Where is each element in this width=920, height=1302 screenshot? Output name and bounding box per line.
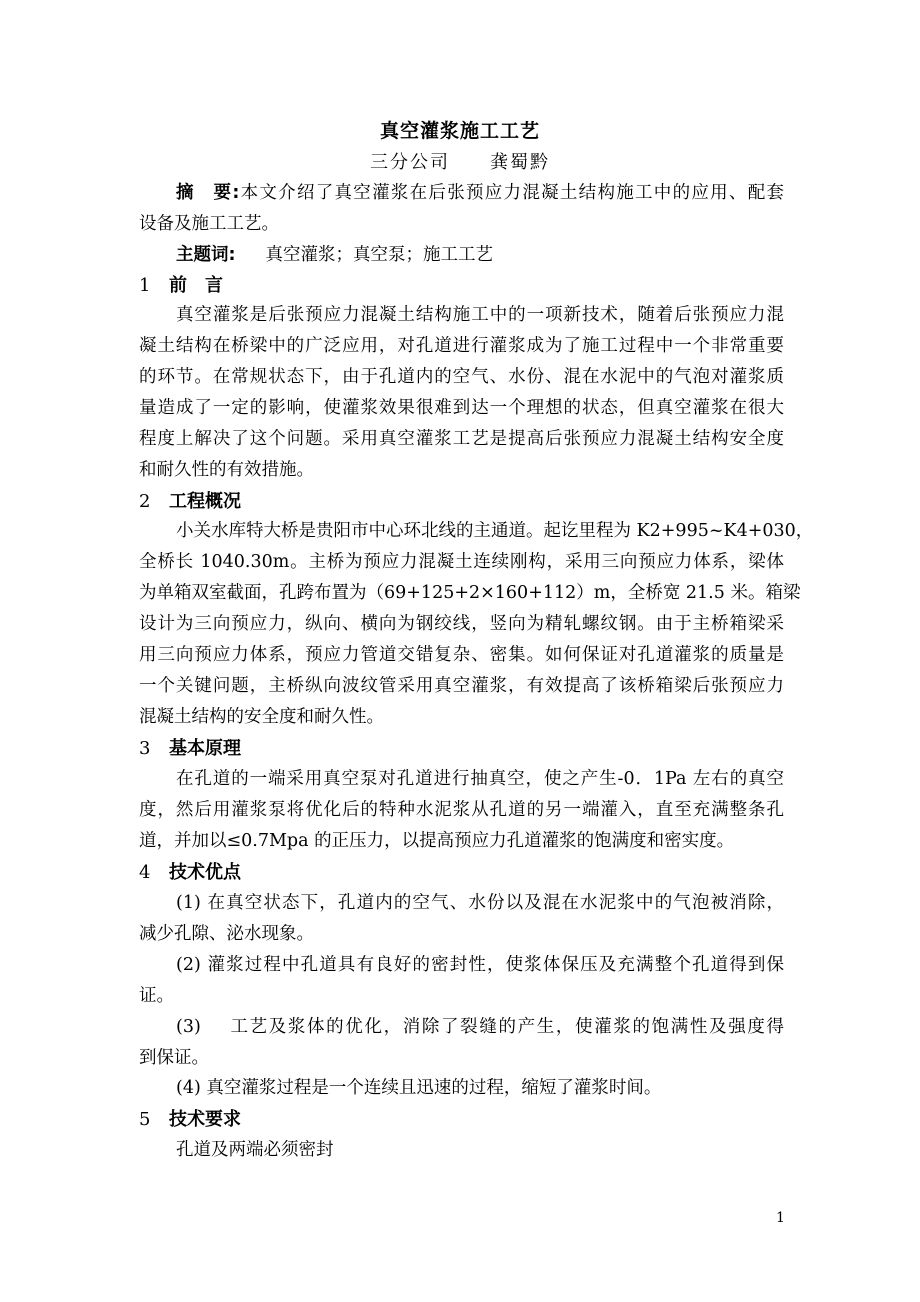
text-line: 凝土结构在桥梁中的广泛应用，对孔道进行灌浆成为了施工过程中一个非常重要	[139, 336, 784, 356]
section-heading	[139, 1104, 241, 1135]
text-line: 在孔道的一端采用真空泵对孔道进行抽真空，使之产生-0．1Pa 左右的真空	[176, 769, 784, 789]
section-body	[139, 300, 784, 486]
text-line: 设计为三向预应力，纵向、横向为钢绞线，竖向为精轧螺纹钢。由于主桥箱梁采	[139, 614, 784, 634]
section-title: 工程概况	[169, 491, 241, 512]
keywords-text: 真空灌浆；真空泵；施工工艺	[265, 245, 493, 265]
section-heading	[139, 270, 223, 301]
abstract-label: 摘 要	[176, 183, 233, 203]
keywords-line	[139, 240, 784, 271]
section-title: 基本原理	[169, 738, 241, 759]
text-line: 为单箱双室截面，孔跨布置为（69+125+2×160+112）m，全桥宽 21.5 米。箱梁	[139, 583, 801, 603]
section-heading	[139, 857, 241, 888]
list-item	[139, 1073, 784, 1104]
section-title: 前 言	[169, 275, 223, 296]
abstract-colon: :	[232, 183, 240, 203]
item-marker: (2)	[176, 955, 201, 975]
document-title: 真空灌浆施工工艺	[379, 120, 540, 142]
text-line: 一个关键问题，主桥纵向波纹管采用真空灌浆，有效提高了该桥箱梁后张预应力	[139, 676, 784, 696]
text-line: 减少孔隙、泌水现象。	[139, 924, 314, 944]
byline	[0, 148, 920, 174]
text-line: 真空灌浆是后张预应力混凝土结构施工中的一项新技术，随着后张预应力混	[176, 305, 784, 325]
section-number: 3	[139, 738, 151, 759]
item-marker: (1)	[176, 893, 201, 913]
abstract	[139, 178, 784, 240]
text-line: 用三向预应力体系，预应力管道交错复杂、密集。如何保证对孔道灌浆的质量是	[139, 645, 784, 665]
text-line: 度，然后用灌浆泵将优化后的特种水泥浆从孔道的另一端灌入，直至充满整条孔	[139, 800, 784, 820]
section-number: 2	[139, 491, 151, 512]
text-line: 道，并加以≤0.7Mpa 的正压力，以提高预应力孔道灌浆的饱满度和密实度。	[139, 831, 735, 851]
section-body	[139, 764, 784, 857]
text-line: 小关水库特大桥是贵阳市中心环北线的主通道。起讫里程为 K2+995~K4+030，	[176, 521, 814, 541]
text-line: 孔道及两端必须密封	[176, 1140, 334, 1160]
abstract-line	[139, 178, 784, 209]
section-number: 5	[139, 1109, 151, 1130]
abstract-line: 设备及施工工艺。	[139, 214, 279, 234]
section-heading	[139, 486, 241, 517]
section-heading	[139, 733, 241, 764]
item-marker: (4)	[176, 1078, 201, 1098]
text-line: 全桥长 1040.30m。主桥为预应力混凝土连续刚构，采用三向预应力体系，梁体	[139, 552, 784, 572]
list-item	[139, 1012, 784, 1074]
section-title: 技术要求	[169, 1109, 241, 1130]
text-line: (4) 真空灌浆过程是一个连续且迅速的过程，缩短了灌浆时间。	[176, 1078, 662, 1098]
abstract-text: 本文介绍了真空灌浆在后张预应力混凝土结构施工中的应用、配套	[239, 183, 784, 203]
keywords-label: 主题词:	[176, 245, 236, 265]
text-line: 的环节。在常规状态下，由于孔道内的空气、水份、混在水泥中的气泡对灌浆质	[139, 367, 784, 387]
text-line: 证。	[139, 986, 174, 1006]
text-line: 和耐久性的有效措施。	[139, 460, 314, 480]
section-body	[139, 516, 814, 733]
author-name: 龚蜀黔	[490, 152, 550, 173]
list-item	[139, 888, 784, 950]
keywords	[139, 240, 784, 271]
list-item	[139, 950, 784, 1012]
text-line: (3) 工艺及浆体的优化，消除了裂缝的产生，使灌浆的饱满性及强度得	[176, 1017, 784, 1037]
page-number: 1	[776, 1210, 785, 1226]
text-line: 到保证。	[139, 1048, 209, 1068]
section-number: 4	[139, 862, 151, 883]
text-line: 程度上解决了这个问题。采用真空灌浆工艺是提高后张预应力混凝土结构安全度	[139, 429, 784, 449]
text-line: 混凝土结构的安全度和耐久性。	[139, 707, 384, 727]
item-marker: (3)	[176, 1017, 201, 1037]
section-body	[139, 1135, 784, 1166]
section-number: 1	[139, 275, 151, 296]
company-name: 三分公司	[370, 152, 450, 173]
text-line: (1) 在真空状态下，孔道内的空气、水份以及混在水泥浆中的气泡被消除，	[176, 893, 784, 913]
text-line: 量造成了一定的影响，使灌浆效果很难到达一个理想的状态，但真空灌浆在很大	[139, 398, 784, 418]
section-title: 技术优点	[169, 862, 241, 883]
text-line: (2) 灌浆过程中孔道具有良好的密封性，使浆体保压及充满整个孔道得到保	[176, 955, 784, 975]
